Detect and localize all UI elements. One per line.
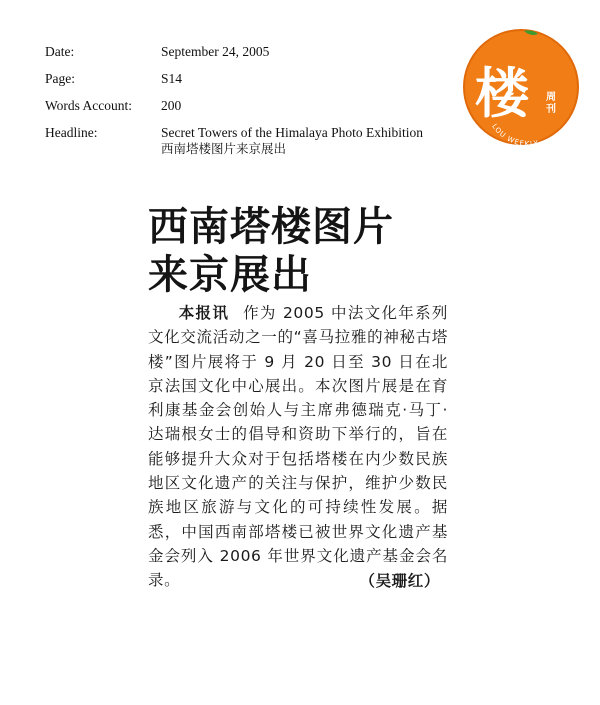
logo-arc-textpath: LOU WEEKLY <box>490 122 540 146</box>
words-value: 200 <box>161 98 182 113</box>
date-row <box>45 44 465 71</box>
article-body <box>148 301 448 593</box>
metadata-block <box>45 44 465 156</box>
headline-label: Headline: <box>45 125 98 140</box>
article-byline: （吴珊红） <box>359 571 440 590</box>
page-label: Page: <box>45 71 75 86</box>
date-value: September 24, 2005 <box>161 44 270 59</box>
article-paragraph: 作为 2005 中法文化年系列文化交流活动之一的“喜马拉雅的神秘古塔楼”图片展将于 9 月 20 日至 30 日在北京法国文化中心展出。本次图片展是在育利康基金会创始人与主席弗德瑞克·马丁·达瑞根女士的倡导和资助下举行的，旨在能够提升大众对于包括塔楼在内少数民族地区文化遗产的关注与保护，维护少数民族地区旅游与文化的可持续性发展。据悉，中国西南部塔楼已被世界文化遗产基金会列入 2006 年世界文化遗产基金会名录。 <box>148 304 448 590</box>
date-label: Date: <box>45 44 75 59</box>
words-label: Words Account: <box>45 98 133 113</box>
logo-small-chars: 周刊 <box>546 92 556 115</box>
page-row <box>45 71 465 98</box>
page-value: S14 <box>161 71 183 86</box>
logo-main-char: 楼 <box>475 62 529 125</box>
publication-logo <box>462 28 580 146</box>
orange-logo-icon <box>462 28 580 146</box>
title-line-1: 西南塔楼图片 <box>148 204 394 250</box>
headline-chinese: 西南塔楼图片来京展出 <box>161 141 287 156</box>
title-line-2: 来京展出 <box>148 252 312 298</box>
article <box>148 203 448 593</box>
headline-row <box>45 125 465 156</box>
article-title <box>148 203 448 299</box>
headline-english: Secret Towers of the Himalaya Photo Exhibition <box>161 125 424 140</box>
headline-value <box>161 125 465 157</box>
article-lead: 本报讯 <box>178 304 230 322</box>
words-row <box>45 98 465 125</box>
